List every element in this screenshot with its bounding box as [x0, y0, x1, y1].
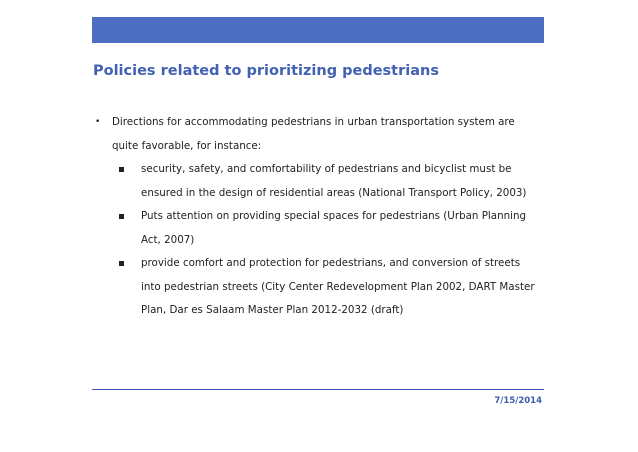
sub-bullet: [93, 205, 543, 252]
sub-bullet-text: provide comfort and protection for pedestrians, and conversion of streets into pedestrian streets (City Center Redevelopment Plan 2002, DART Master Plan, Dar es Salaam Master Plan 2012-2032 (draft): [141, 257, 535, 316]
sub-bullet-text: security, safety, and comfortability of pedestrians and bicyclist must be ensured in the design of residential areas (National Transport Policy, 2003): [141, 163, 527, 199]
header-bar: [92, 17, 544, 43]
slide-title: Policies related to prioritizing pedestrians: [93, 63, 439, 79]
sub-bullet-text: Puts attention on providing special spaces for pedestrians (Urban Planning Act, 2007): [141, 210, 527, 246]
square-bullet-icon: [119, 167, 124, 172]
square-bullet-icon: [119, 261, 124, 266]
footer-date: 7/15/2014: [494, 396, 542, 406]
sub-bullet: [93, 252, 543, 323]
bullet-main-text: Directions for accommodating pedestrians in urban transportation system are quite favorable, for instance:: [112, 116, 515, 152]
bullet-main: [93, 111, 543, 158]
bullet-list: [93, 111, 543, 323]
square-bullet-icon: [119, 214, 124, 219]
footer-divider: [92, 389, 544, 390]
sub-bullet: [93, 158, 543, 205]
bullet-dot-icon: •: [95, 117, 101, 127]
